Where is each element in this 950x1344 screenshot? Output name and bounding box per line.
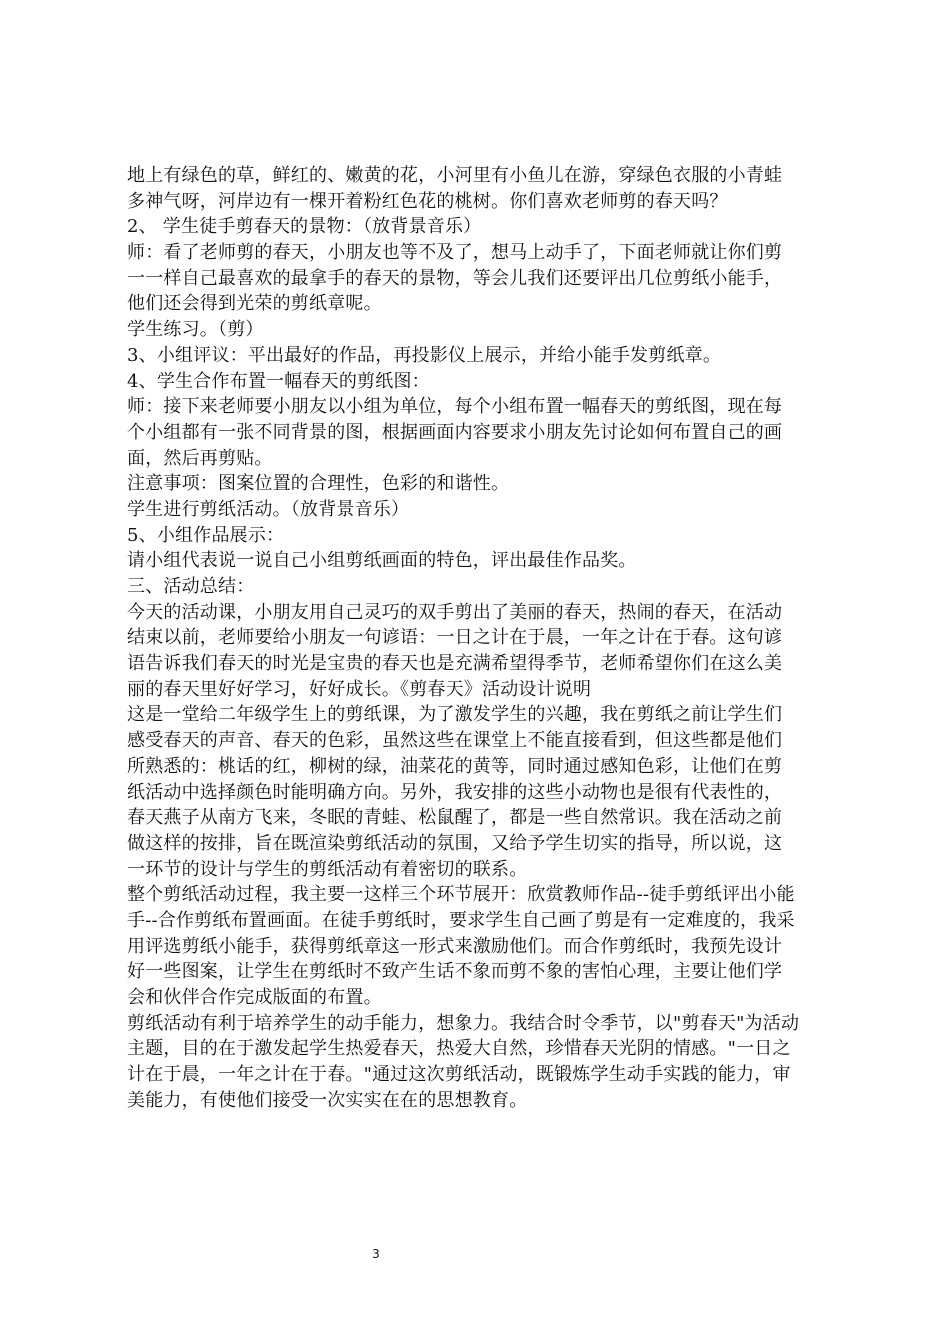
text-line: 3、小组评议：平出最好的作品，再投影仪上展示，并给小能手发剪纸章。 bbox=[127, 344, 722, 366]
text-line: 剪纸活动有利于培养学生的动手能力，想象力。我结合时令季节，以"剪春天"为活动 bbox=[127, 1012, 800, 1034]
text-line: 计在于晨，一年之计在于春。"通过这次剪纸活动，既锻炼学生动手实践的能力，审 bbox=[127, 1064, 791, 1086]
text-line: 5、小组作品展示： bbox=[127, 524, 285, 546]
text-line: 美能力，有使他们接受一次实实在在的思想教育。 bbox=[127, 1089, 528, 1111]
text-line: 整个剪纸活动过程，我主要一这样三个环节展开：欣赏教师作品--徒手剪纸评出小能 bbox=[127, 884, 795, 906]
text-line: 做这样的按排，旨在既渲染剪纸活动的氛围，又给予学生切实的指导，所以说，这 bbox=[127, 832, 783, 854]
text-line: 学生练习。（剪） bbox=[127, 319, 264, 341]
document-body bbox=[127, 163, 827, 1113]
text-line: 这是一堂给二年级学生上的剪纸课，为了激发学生的兴趣，我在剪纸之前让学生们 bbox=[127, 704, 783, 726]
text-line: 感受春天的声音、春天的色彩，虽然这些在课堂上不能直接看到，但这些都是他们 bbox=[127, 730, 783, 752]
text-line: 一一样自己最喜欢的最拿手的春天的景物，等会儿我们还要评出几位剪纸小能手， bbox=[127, 267, 783, 289]
text-line: 会和伙伴合作完成版面的布置。 bbox=[127, 987, 382, 1008]
text-line: 三、活动总结： bbox=[127, 576, 255, 597]
text-line: 4、学生合作布置一幅春天的剪纸图： bbox=[127, 370, 430, 392]
text-line: 师：接下来老师要小朋友以小组为单位，每个小组布置一幅春天的剪纸图，现在每 bbox=[127, 396, 783, 418]
text-line: 丽的春天里好好学习，好好成长。《剪春天》活动设计说明 bbox=[127, 678, 592, 700]
text-line: 语告诉我们春天的时光是宝贵的春天也是充满希望得季节，老师希望你们在这么美 bbox=[127, 653, 783, 675]
text-line: 今天的活动课，小朋友用自己灵巧的双手剪出了美丽的春天，热闹的春天，在活动 bbox=[127, 601, 783, 623]
text-line: 主题，目的在于激发起学生热爱春天，热爱大自然，珍惜春天光阴的情感。"一日之 bbox=[127, 1038, 791, 1060]
text-line: 手--合作剪纸布置画面。在徒手剪纸时，要求学生自己画了剪是有一定难度的，我采 bbox=[127, 909, 795, 931]
text-line: 一环节的设计与学生的剪纸活动有着密切的联系。 bbox=[127, 858, 528, 880]
text-line: 纸活动中选择颜色时能明确方向。另外，我安排的这些小动物也是很有代表性的， bbox=[127, 781, 783, 803]
text-line: 结束以前，老师要给小朋友一句谚语：一日之计在于晨，一年之计在于春。这句谚 bbox=[127, 627, 783, 649]
text-line: 请小组代表说一说自己小组剪纸画面的特色，评出最佳作品奖。 bbox=[127, 550, 637, 572]
text-line: 地上有绿色的草，鲜红的、嫩黄的花，小河里有小鱼儿在游，穿绿色衣服的小青蛙 bbox=[127, 165, 783, 186]
text-line: 春天燕子从南方飞来，冬眠的青蛙、松鼠醒了，都是一些自然常识。我在活动之前 bbox=[127, 807, 783, 829]
text-line: 面，然后再剪贴。 bbox=[127, 447, 273, 469]
text-line: 个小组都有一张不同背景的图，根据画面内容要求小朋友先讨论如何布置自己的画 bbox=[127, 421, 783, 443]
text-line: 学生进行剪纸活动。（放背景音乐） bbox=[127, 498, 410, 520]
text-line: 好一些图案，让学生在剪纸时不致产生话不象而剪不象的害怕心理，主要让他们学 bbox=[127, 961, 783, 983]
text-line: 所熟悉的：桃话的红，柳树的绿，油菜花的黄等，同时通过感知色彩，让他们在剪 bbox=[127, 755, 783, 777]
text-line: 他们还会得到光荣的剪纸章呢。 bbox=[127, 293, 382, 315]
page-number: 3 bbox=[372, 1247, 380, 1261]
text-line: 多神气呀，河岸边有一棵开着粉红色花的桃树。你们喜欢老师剪的春天吗？ bbox=[127, 190, 728, 212]
text-line: 师：看了老师剪的春天，小朋友也等不及了，想马上动手了，下面老师就让你们剪 bbox=[127, 242, 783, 264]
text-line: 用评选剪纸小能手，获得剪纸章这一形式来激励他们。而合作剪纸时，我预先设计 bbox=[127, 935, 783, 957]
text-line: 2、 学生徒手剪春天的景物：（放背景音乐） bbox=[127, 216, 482, 238]
text-line: 注意事项：图案位置的合理性，色彩的和谐性。 bbox=[127, 473, 510, 495]
